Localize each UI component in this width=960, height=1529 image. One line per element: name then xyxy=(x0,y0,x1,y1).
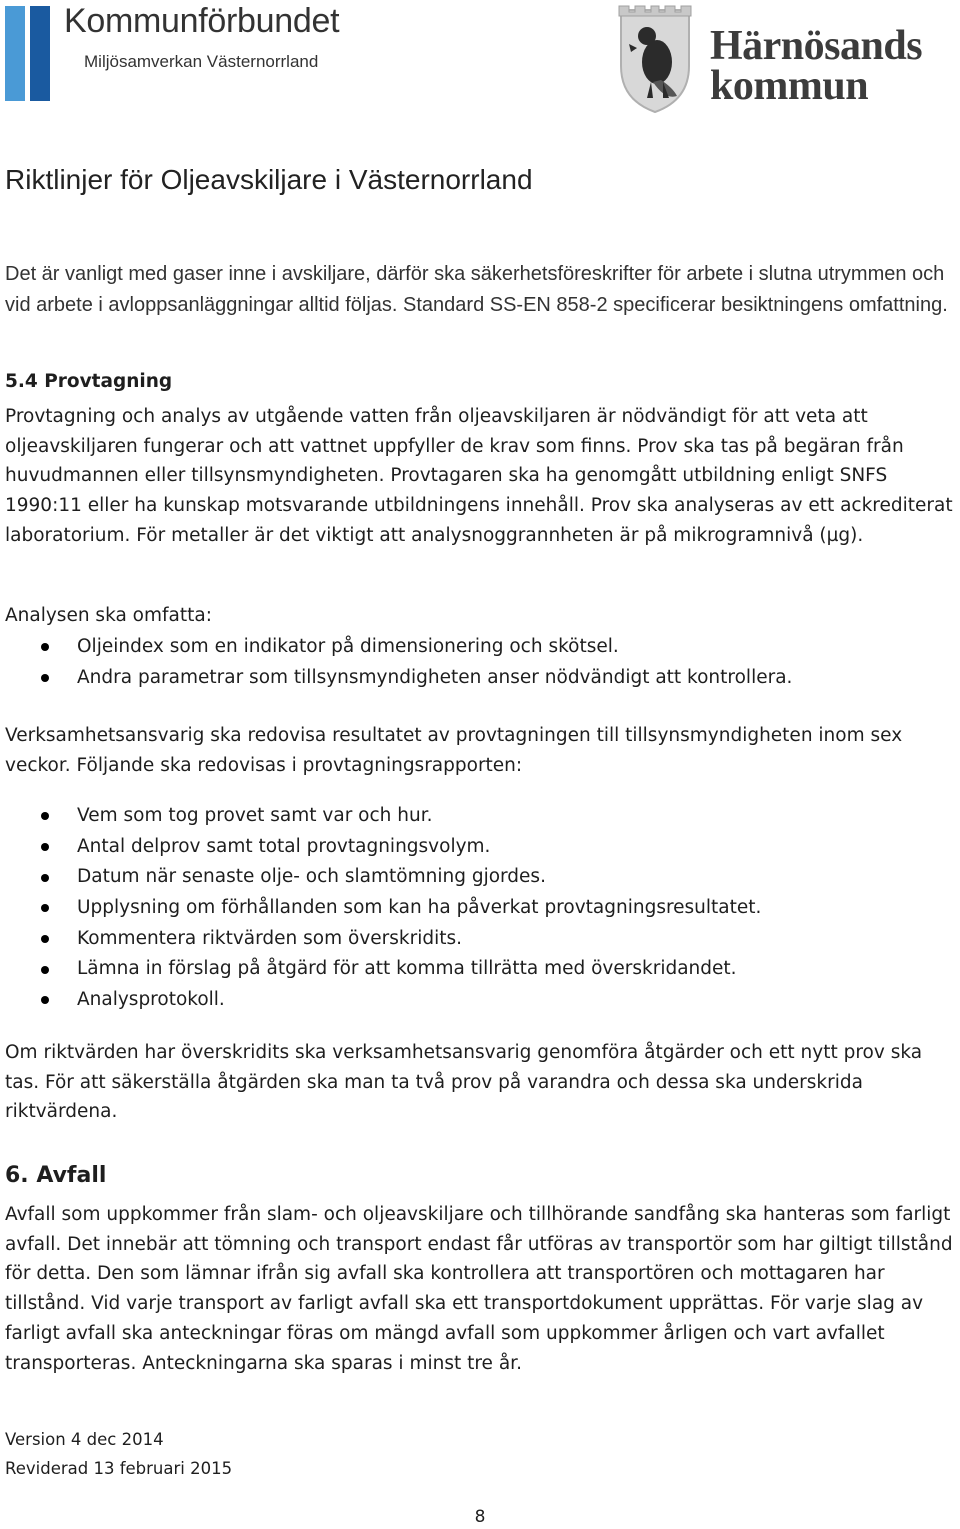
bullet-icon xyxy=(41,966,49,974)
page-number: 8 xyxy=(474,1507,486,1527)
kommunforbundet-logo-name: Kommunförbundet xyxy=(64,2,340,40)
bullet-icon xyxy=(41,874,49,882)
bullet-icon xyxy=(41,643,49,651)
exceed-paragraph: Om riktvärden har överskridits ska verksamhetsansvarig genomföra åtgärder och ett nytt prov ska tas. För att säkerställa åtgärden ska man ta två prov på varandra och dessa ska underskrida riktvärdena. xyxy=(5,1042,923,1123)
list-item: Datum när senaste olje- och slamtömning gjordes. xyxy=(0,862,761,893)
intro-paragraph: Det är vanligt med gaser inne i avskiljare, därför ska säkerhetsföreskrifter för arbete i slutna utrymmen och vid arbete i avloppsanläggningar alltid följas. Standard SS-EN 858-2 specificerar besiktningens omfattning. xyxy=(5,263,948,316)
footer-revised: Reviderad 13 februari 2015 xyxy=(5,1459,233,1478)
list-item: Lämna in förslag på åtgärd för att komma tillrätta med överskridandet. xyxy=(0,954,761,985)
bullet-icon xyxy=(41,935,49,943)
kommunforbundet-logo-subtitle: Miljösamverkan Västernorrland xyxy=(84,52,319,71)
list-item: Andra parametrar som tillsynsmyndigheten anser nödvändigt att kontrollera. xyxy=(0,662,792,693)
avfall-paragraph: Avfall som uppkommer från slam- och oljeavskiljare och tillhörande sandfång ska hanteras som farligt avfall. Det innebär att tömning och transport endast får utföras av transportör som har giltigt tillstånd för detta. Den som lämnar ifrån sig avfall ska kontrollera att transportören och mottagaren har tillstånd. Vid varje transport av farligt avfall ska ett transportdokument upprättas. För varje slag av farligt avfall ska anteckningar föras om mängd avfall som uppkommer årligen och vart avfallet transporteras. Anteckningarna ska sparas i minst tre år. xyxy=(5,1204,953,1374)
analysis-list xyxy=(0,631,792,693)
analysis-intro: Analysen ska omfatta: xyxy=(5,605,212,626)
list-item: Analysprotokoll. xyxy=(0,985,761,1016)
report-paragraph: Verksamhetsansvarig ska redovisa resultatet av provtagningen till tillsynsmyndigheten inom sex veckor. Följande ska redovisas i provtagningsrapporten: xyxy=(5,725,903,776)
footer-version: Version 4 dec 2014 xyxy=(5,1430,164,1449)
kommunforbundet-logo-bar-light xyxy=(5,6,25,101)
bullet-icon xyxy=(41,812,49,820)
kommunforbundet-logo-bar-dark xyxy=(30,6,50,101)
harnosand-crest-icon xyxy=(617,4,693,114)
bullet-icon xyxy=(41,674,49,682)
report-list xyxy=(0,801,761,1016)
harnosand-logo-line2: kommun xyxy=(710,63,869,109)
section-heading-provtagning: 5.4 Provtagning xyxy=(5,371,173,392)
bullet-icon xyxy=(41,996,49,1004)
list-item: Vem som tog provet samt var och hur. xyxy=(0,801,761,832)
bullet-icon xyxy=(41,843,49,851)
list-item: Kommentera riktvärden som överskridits. xyxy=(0,924,761,955)
harnosand-logo-line1: Härnösands xyxy=(710,23,923,69)
document-title: Riktlinjer för Oljeavskiljare i Västernorrland xyxy=(5,164,533,195)
section-heading-avfall: 6. Avfall xyxy=(5,1163,107,1188)
bullet-icon xyxy=(41,904,49,912)
list-item: Antal delprov samt total provtagningsvolym. xyxy=(0,832,761,863)
provtagning-paragraph: Provtagning och analys av utgående vatten från oljeavskiljaren är nödvändigt för att veta att oljeavskiljaren fungerar och att vattnet uppfyller de krav som finns. Prov ska tas på begäran från huvudmannen eller tillsynsmyndigheten. Provtagaren ska ha genomgått utbildning enligt SNFS 1990:11 eller ha kunskap motsvarande utbildningens innehåll. Prov ska analyseras av ett ackrediterat laboratorium. För metaller är det viktigt att analysnoggrannheten är på mikrogramnivå (µg). xyxy=(5,406,953,546)
list-item: Upplysning om förhållanden som kan ha påverkat provtagningsresultatet. xyxy=(0,893,761,924)
list-item: Oljeindex som en indikator på dimensionering och skötsel. xyxy=(0,631,792,662)
